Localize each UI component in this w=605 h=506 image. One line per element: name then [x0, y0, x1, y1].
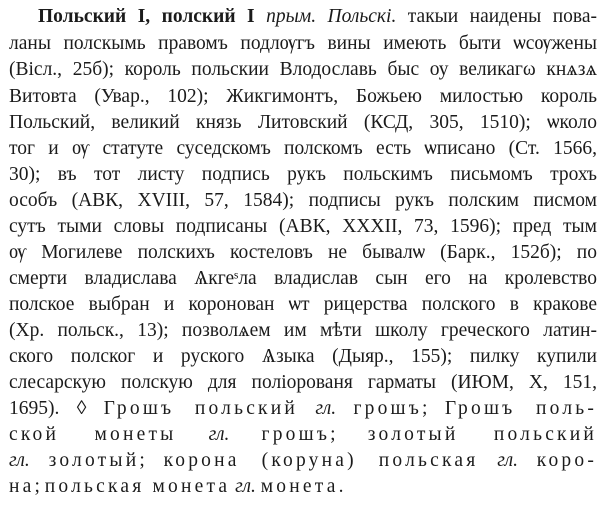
cross-reference-marker: гл.	[497, 450, 518, 471]
cross-reference-marker: гл.	[235, 476, 256, 497]
entry-text: (Вісл., 25б); король польскии Влодославь быс оу великагω кнѧзѧ	[9, 59, 597, 80]
cross-reference-marker: гл.	[9, 450, 30, 471]
phrase: золотый польский	[367, 424, 597, 445]
cross-reference-marker: гл.	[315, 398, 337, 419]
entry-text: сутъ тыми словы подписаны (АВК, XXXII, 73, 1596); пред тым	[9, 216, 597, 237]
cross-reference: на	[9, 476, 35, 497]
phrase: Грошъ поль-	[444, 398, 597, 419]
entry-line-19: на; польская монета гл. монета.	[9, 476, 344, 497]
entry-text: Витовта (Увар., 102); Жикгимонтъ, Божьею милостью король	[9, 86, 597, 107]
cross-reference-marker: гл.	[208, 424, 230, 445]
entry-line-13	[9, 319, 597, 343]
entry-line-8	[9, 189, 597, 213]
entry-text: (Хр. польск., 13); позволѧем им мѣти школу греческого латин-	[9, 320, 597, 341]
entry-line-5	[9, 111, 597, 135]
entry-line-18: гл. золотый; корона (коруна) польская гл. коро-	[9, 450, 597, 471]
phrase: польская монета	[44, 476, 231, 497]
entry-text: смерти владислава Ѧкгеˢла владислав сын его на кролевство	[9, 268, 597, 289]
cross-reference: коро-	[536, 450, 597, 471]
entry-text: тог и ѹ статуте суседскомъ полскомъ есть ѡписано (Ст. 1566,	[9, 138, 597, 159]
entry-line-7	[9, 163, 597, 187]
entry-line-3	[9, 58, 597, 82]
entry-line-12	[9, 293, 597, 317]
entry-line-6	[9, 137, 597, 161]
entry-line-1	[38, 5, 597, 29]
entry-line-2	[9, 32, 597, 56]
etymology-note: прым. Польскі.	[266, 6, 397, 27]
headword: Польский I, полский I	[38, 6, 255, 27]
entry-text: Польский, великий князь Литовский (КСД, 305, 1510); ѡколо	[9, 112, 597, 133]
cross-reference: золотый	[48, 450, 140, 471]
entry-line-15	[9, 371, 597, 395]
entry-text: полское выбран и коронован ѡт рицерства полского в кракове	[9, 294, 597, 315]
phrase: ской монеты	[9, 424, 177, 445]
cross-reference: грошъ	[261, 424, 331, 445]
phrase: корона (коруна) польская	[163, 450, 479, 471]
cross-reference: грошъ	[353, 398, 423, 419]
entry-line-9	[9, 215, 597, 239]
entry-text: 30); въ тот листу подпись рукъ польскимъ письмомъ трохъ	[9, 164, 597, 185]
entry-line-14	[9, 345, 597, 369]
entry-line-10	[9, 241, 597, 265]
entry-line-16: 1695). ◊ Грошъ польский гл. грошъ; Грошъ поль-	[9, 398, 597, 419]
phrase: Грошъ польский	[103, 398, 299, 419]
entry-text: особъ (АВК, XVIII, 57, 1584); подписы рукъ полским писмом	[9, 190, 597, 211]
entry-text: ланы полскымь правомъ подлѹгъ вины имеють быти ѡсѹжены	[9, 33, 597, 54]
entry-text: такыи наидены пова-	[396, 6, 597, 27]
entry-text: 1695). ◊	[9, 398, 104, 419]
entry-text: ского полског и руского Ѧзыка (Дыяр., 155); пилку купили	[9, 346, 597, 367]
entry-line-17: ской монеты гл. грошъ; золотый польский	[9, 424, 597, 445]
entry-text: ѹ Могилеве полскихъ костеловъ не бывалѡ (Барк., 152б); по	[9, 242, 597, 263]
entry-line-4	[9, 85, 597, 109]
entry-text: слесарскую полскую для поліорованя гарматы (ИЮМ, X, 151,	[9, 372, 597, 393]
cross-reference: монета	[260, 476, 339, 497]
entry-line-11	[9, 267, 597, 291]
